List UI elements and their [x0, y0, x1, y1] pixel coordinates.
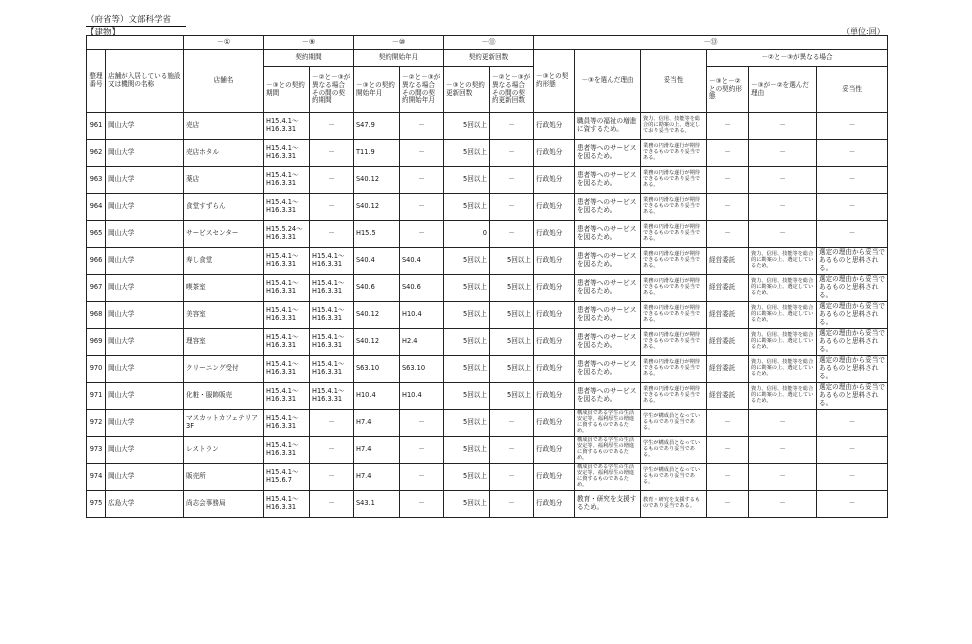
group-header-13b: －②と－③が異なる場合 [707, 50, 888, 67]
row-form-cell: 行政処分 [534, 113, 575, 140]
group-header-13: －⑬ [534, 36, 888, 50]
row-renewals-cell: 5回以上 [444, 275, 490, 302]
row-renewals23-cell: － [490, 113, 534, 140]
row-reason-cell: 構成員である学生の生活安定等、福利厚生の増進に資するものであるため。 [575, 437, 641, 464]
row-validity-cell: 業務の円滑な遂行が期待できるものであり妥当である。 [641, 248, 707, 275]
table-row [87, 410, 888, 437]
row-period23-cell: － [310, 410, 354, 437]
row-form23-cell: － [707, 437, 749, 464]
table-row [87, 221, 888, 248]
row-store-cell: 美容室 [184, 302, 264, 329]
row-reason-cell: 患者等へのサービスを図るため。 [575, 221, 641, 248]
row-validity23-cell: 選定の理由から妥当であるものと思料される。 [817, 329, 888, 356]
row-start23-cell: － [400, 221, 444, 248]
row-reason23-cell: 資力、信用、技能等を総合的に勘案の上、選定しているため。 [749, 248, 817, 275]
row-period23-cell: H15.4.1～H16.3.31 [310, 356, 354, 383]
row-store-cell: 販売所 [184, 464, 264, 491]
row-form23-cell: － [707, 113, 749, 140]
row-no-cell: 968 [87, 302, 106, 329]
row-institution-cell: 岡山大学 [106, 113, 184, 140]
row-start23-cell: H10.4 [400, 302, 444, 329]
row-institution-cell: 岡山大学 [106, 194, 184, 221]
row-renewals23-cell: － [490, 194, 534, 221]
row-renewals-cell: 5回以上 [444, 356, 490, 383]
row-period23-cell: － [310, 464, 354, 491]
row-reason23-cell: － [749, 113, 817, 140]
row-validity23-cell: 選定の理由から妥当であるものと思料される。 [817, 302, 888, 329]
subgroup-contract-period: 契約期間 [264, 50, 354, 67]
row-renewals-cell: 5回以上 [444, 113, 490, 140]
col-header-renew3: －③との契約更新回数 [444, 67, 490, 113]
row-validity-cell: 教育・研究を支援するものであり妥当である。 [641, 491, 707, 518]
row-reason23-cell: 資力、信用、技能等を総合的に勘案の上、選定しているため。 [749, 275, 817, 302]
row-no-cell: 965 [87, 221, 106, 248]
row-period23-cell: － [310, 113, 354, 140]
row-reason-cell: 構成員である学生の生活安定等、福利厚生の増進に資するものであるため。 [575, 410, 641, 437]
row-start-cell: S40.12 [354, 302, 400, 329]
row-store-cell: 売店ホタル [184, 140, 264, 167]
row-form-cell: 行政処分 [534, 437, 575, 464]
row-form-cell: 行政処分 [534, 302, 575, 329]
row-form23-cell: － [707, 491, 749, 518]
row-form-cell: 行政処分 [534, 248, 575, 275]
row-renewals-cell: 5回以上 [444, 329, 490, 356]
group-header-11: －⑪ [444, 36, 534, 50]
row-start-cell: T11.9 [354, 140, 400, 167]
row-renewals-cell: 5回以上 [444, 491, 490, 518]
row-renewals23-cell: － [490, 464, 534, 491]
row-form23-cell: － [707, 140, 749, 167]
row-form23-cell: － [707, 410, 749, 437]
row-reason23-cell: 資力、信用、技能等を総合的に勘案の上、選定しているため。 [749, 356, 817, 383]
row-institution-cell: 広島大学 [106, 491, 184, 518]
col-header-reason: －③を選んだ理由 [575, 50, 641, 113]
row-reason-cell: 患者等へのサービスを図るため。 [575, 194, 641, 221]
group-header-9: －⑨ [264, 36, 354, 50]
row-institution-cell: 岡山大学 [106, 464, 184, 491]
row-period23-cell: － [310, 194, 354, 221]
row-renewals-cell: 5回以上 [444, 194, 490, 221]
table-head [87, 36, 888, 113]
row-period-cell: H15.4.1～H16.3.31 [264, 248, 310, 275]
row-period-cell: H15.4.1～H15.6.7 [264, 464, 310, 491]
table-row [87, 383, 888, 410]
agency-header [86, 13, 171, 25]
row-reason23-cell: － [749, 437, 817, 464]
row-start-cell: H10.4 [354, 383, 400, 410]
row-renewals-cell: 5回以上 [444, 410, 490, 437]
row-start23-cell: S40.6 [400, 275, 444, 302]
row-form-cell: 行政処分 [534, 410, 575, 437]
row-start-cell: S47.9 [354, 113, 400, 140]
row-start-cell: H7.4 [354, 437, 400, 464]
col-header-renew23: －②と－③が異なる場合その間の契約更新回数 [490, 67, 534, 113]
table-row [87, 113, 888, 140]
row-no-cell: 962 [87, 140, 106, 167]
contract-table [86, 35, 888, 518]
col-header-start23: －②と－③が異なる場合その間の契約開始年月 [400, 67, 444, 113]
row-validity23-cell: 選定の理由から妥当であるものと思料される。 [817, 383, 888, 410]
row-validity-cell: 業務の円滑な遂行が期待できるものであり妥当である。 [641, 356, 707, 383]
row-store-cell: クリーニング受付 [184, 356, 264, 383]
row-renewals-cell: 5回以上 [444, 302, 490, 329]
col-header-period3: －③との契約期間 [264, 67, 310, 113]
row-validity23-cell: 選定の理由から妥当であるものと思料される。 [817, 275, 888, 302]
table-row [87, 140, 888, 167]
section-label: 【建物】 [86, 28, 121, 38]
row-period-cell: H15.4.1～H16.3.31 [264, 275, 310, 302]
row-form23-cell: － [707, 167, 749, 194]
row-validity-cell: 業務の円滑な遂行が期待できるものであり妥当である。 [641, 140, 707, 167]
row-period23-cell: H15.4.1～H16.3.31 [310, 329, 354, 356]
row-renewals-cell: 5回以上 [444, 167, 490, 194]
row-reason-cell: 患者等へのサービスを図るため。 [575, 356, 641, 383]
row-renewals-cell: 0 [444, 221, 490, 248]
row-period-cell: H15.5.24～H16.3.31 [264, 221, 310, 248]
row-period-cell: H15.4.1～H16.3.31 [264, 491, 310, 518]
row-period23-cell: H15.4.1～H16.3.31 [310, 383, 354, 410]
row-form-cell: 行政処分 [534, 140, 575, 167]
row-validity-cell: 学生が構成員となっているものであり妥当である。 [641, 437, 707, 464]
row-period23-cell: － [310, 437, 354, 464]
row-renewals23-cell: 5回以上 [490, 275, 534, 302]
row-form-cell: 行政処分 [534, 383, 575, 410]
row-store-cell: 薬店 [184, 167, 264, 194]
row-validity-cell: 業務の円滑な遂行が期待できるものであり妥当である。 [641, 302, 707, 329]
row-store-cell: 食堂すずらん [184, 194, 264, 221]
row-period-cell: H15.4.1～H16.3.31 [264, 356, 310, 383]
row-no-cell: 970 [87, 356, 106, 383]
row-form23-cell: 経営委託 [707, 356, 749, 383]
table-row [87, 437, 888, 464]
row-validity-cell: 業務の円滑な遂行が期待できるものであり妥当である。 [641, 383, 707, 410]
col-header-no: 整理番号 [87, 50, 106, 113]
table-body [87, 113, 888, 518]
row-validity-cell: 資力、信用、技能等を総合的に勘案の上、選定しており妥当である。 [641, 113, 707, 140]
row-validity23-cell: 選定の理由から妥当であるものと思料される。 [817, 356, 888, 383]
row-no-cell: 969 [87, 329, 106, 356]
row-start23-cell: － [400, 491, 444, 518]
subgroup-contract-start: 契約開始年月 [354, 50, 444, 67]
row-period23-cell: H15.4.1～H16.3.31 [310, 248, 354, 275]
row-form23-cell: － [707, 221, 749, 248]
table-row [87, 248, 888, 275]
row-reason23-cell: － [749, 194, 817, 221]
row-reason23-cell: － [749, 464, 817, 491]
row-validity-cell: 学生が構成員となっているものであり妥当である。 [641, 464, 707, 491]
row-start-cell: S40.6 [354, 275, 400, 302]
row-form23-cell: 経営委託 [707, 275, 749, 302]
row-validity23-cell: － [817, 410, 888, 437]
row-start-cell: S40.12 [354, 167, 400, 194]
blank-header-cell [87, 36, 184, 50]
group-header-1: －① [184, 36, 264, 50]
table-row [87, 167, 888, 194]
row-renewals23-cell: 5回以上 [490, 383, 534, 410]
row-no-cell: 975 [87, 491, 106, 518]
row-form23-cell: 経営委託 [707, 248, 749, 275]
row-period-cell: H15.4.1～H16.3.31 [264, 437, 310, 464]
row-reason23-cell: 資力、信用、技能等を総合的に勘案の上、選定しているため。 [749, 329, 817, 356]
row-form23-cell: 経営委託 [707, 329, 749, 356]
row-form23-cell: 経営委託 [707, 302, 749, 329]
row-reason23-cell: 資力、信用、技能等を総合的に勘案の上、選定しているため。 [749, 302, 817, 329]
row-period23-cell: － [310, 221, 354, 248]
col-header-period23: －②と－③が異なる場合その間の契約期間 [310, 67, 354, 113]
row-reason-cell: 患者等へのサービスを図るため。 [575, 275, 641, 302]
table-row [87, 302, 888, 329]
table-row [87, 464, 888, 491]
row-validity-cell: 業務の円滑な遂行が期待できるものであり妥当である。 [641, 329, 707, 356]
row-reason-cell: 患者等へのサービスを図るため。 [575, 140, 641, 167]
row-store-cell: レストラン [184, 437, 264, 464]
row-period23-cell: H15.4.1～H16.3.31 [310, 275, 354, 302]
row-renewals23-cell: 5回以上 [490, 356, 534, 383]
row-validity23-cell: － [817, 140, 888, 167]
row-validity-cell: 業務の円滑な遂行が期待できるものであり妥当である。 [641, 275, 707, 302]
row-period-cell: H15.4.1～H16.3.31 [264, 140, 310, 167]
row-period-cell: H15.4.1～H16.3.31 [264, 113, 310, 140]
row-institution-cell: 岡山大学 [106, 275, 184, 302]
row-store-cell: 喫茶室 [184, 275, 264, 302]
row-form-cell: 行政処分 [534, 167, 575, 194]
row-institution-cell: 岡山大学 [106, 383, 184, 410]
row-institution-cell: 岡山大学 [106, 356, 184, 383]
row-reason-cell: 患者等へのサービスを図るため。 [575, 329, 641, 356]
subgroup-renewals: 契約更新回数 [444, 50, 534, 67]
row-institution-cell: 岡山大学 [106, 410, 184, 437]
row-validity-cell: 業務の円滑な遂行が期待できるものであり妥当である。 [641, 221, 707, 248]
row-period-cell: H15.4.1～H16.3.31 [264, 383, 310, 410]
row-renewals-cell: 5回以上 [444, 140, 490, 167]
row-renewals-cell: 5回以上 [444, 437, 490, 464]
row-reason-cell: 職員等の福祉の増進に資するため。 [575, 113, 641, 140]
unit-label: （単位:回） [842, 27, 885, 36]
row-validity23-cell: － [817, 464, 888, 491]
row-form-cell: 行政処分 [534, 329, 575, 356]
row-start-cell: S40.4 [354, 248, 400, 275]
row-start-cell: S40.12 [354, 194, 400, 221]
row-store-cell: 売店 [184, 113, 264, 140]
row-renewals23-cell: － [490, 491, 534, 518]
table-row [87, 491, 888, 518]
row-validity23-cell: － [817, 491, 888, 518]
col-header-validity23: 妥当性 [817, 67, 888, 113]
row-form-cell: 行政処分 [534, 464, 575, 491]
row-reason23-cell: － [749, 221, 817, 248]
row-store-cell: 尚志会事務局 [184, 491, 264, 518]
row-start23-cell: S63.10 [400, 356, 444, 383]
row-no-cell: 974 [87, 464, 106, 491]
row-period-cell: H15.4.1～H16.3.31 [264, 410, 310, 437]
row-period-cell: H15.4.1～H16.3.31 [264, 194, 310, 221]
row-start-cell: H7.4 [354, 464, 400, 491]
table-row [87, 329, 888, 356]
row-reason-cell: 患者等へのサービスを図るため。 [575, 302, 641, 329]
row-reason23-cell: 資力、信用、技能等を総合的に勘案の上、選定しているため。 [749, 383, 817, 410]
row-start23-cell: H10.4 [400, 383, 444, 410]
row-period23-cell: － [310, 491, 354, 518]
row-store-cell: 化粧・服飾販売 [184, 383, 264, 410]
row-validity23-cell: － [817, 194, 888, 221]
row-validity23-cell: － [817, 167, 888, 194]
row-renewals23-cell: 5回以上 [490, 302, 534, 329]
row-form-cell: 行政処分 [534, 275, 575, 302]
row-validity23-cell: － [817, 437, 888, 464]
row-store-cell: マスカットカフェテリア3F [184, 410, 264, 437]
col-header-store: 店舗名 [184, 50, 264, 113]
row-institution-cell: 岡山大学 [106, 329, 184, 356]
row-renewals23-cell: － [490, 221, 534, 248]
row-store-cell: 寿し食堂 [184, 248, 264, 275]
table-row [87, 356, 888, 383]
row-reason-cell: 教育・研究を支援するため。 [575, 491, 641, 518]
row-start23-cell: － [400, 437, 444, 464]
row-renewals-cell: 5回以上 [444, 248, 490, 275]
group-header-10: －⑩ [354, 36, 444, 50]
row-form-cell: 行政処分 [534, 194, 575, 221]
row-reason-cell: 患者等へのサービスを図るため。 [575, 383, 641, 410]
table-row [87, 194, 888, 221]
col-header-form23: －③と－②との契約形態 [707, 67, 749, 113]
row-renewals23-cell: 5回以上 [490, 329, 534, 356]
agency-label: （府省等）文部科学省 [86, 15, 172, 25]
row-store-cell: サービスセンター [184, 221, 264, 248]
row-period23-cell: － [310, 140, 354, 167]
col-header-form: －③との契約形態 [534, 50, 575, 113]
row-validity-cell: 業務の円滑な遂行が期待できるものであり妥当である。 [641, 167, 707, 194]
row-no-cell: 973 [87, 437, 106, 464]
row-renewals-cell: 5回以上 [444, 464, 490, 491]
row-no-cell: 971 [87, 383, 106, 410]
row-renewals23-cell: － [490, 167, 534, 194]
row-institution-cell: 岡山大学 [106, 221, 184, 248]
row-no-cell: 967 [87, 275, 106, 302]
row-period-cell: H15.4.1～H16.3.31 [264, 167, 310, 194]
row-start23-cell: － [400, 410, 444, 437]
row-start-cell: S63.10 [354, 356, 400, 383]
row-start23-cell: － [400, 167, 444, 194]
row-period23-cell: － [310, 167, 354, 194]
row-no-cell: 963 [87, 167, 106, 194]
row-validity23-cell: － [817, 113, 888, 140]
row-start-cell: S43.1 [354, 491, 400, 518]
row-validity-cell: 学生が構成員となっているものであり妥当である。 [641, 410, 707, 437]
row-store-cell: 理容室 [184, 329, 264, 356]
row-no-cell: 966 [87, 248, 106, 275]
row-start23-cell: － [400, 194, 444, 221]
row-form23-cell: － [707, 194, 749, 221]
row-start-cell: S40.12 [354, 329, 400, 356]
col-header-validity: 妥当性 [641, 50, 707, 113]
row-institution-cell: 岡山大学 [106, 248, 184, 275]
row-renewals-cell: 5回以上 [444, 383, 490, 410]
row-validity23-cell: 選定の理由から妥当であるものと思料される。 [817, 248, 888, 275]
row-start23-cell: － [400, 140, 444, 167]
row-no-cell: 972 [87, 410, 106, 437]
row-reason23-cell: － [749, 491, 817, 518]
row-reason23-cell: － [749, 167, 817, 194]
row-start23-cell: － [400, 464, 444, 491]
row-validity23-cell: － [817, 221, 888, 248]
row-reason-cell: 患者等へのサービスを図るため。 [575, 167, 641, 194]
row-reason-cell: 構成員である学生の生活安定等、福利厚生の増進に資するものであるため。 [575, 464, 641, 491]
row-start-cell: H7.4 [354, 410, 400, 437]
row-institution-cell: 岡山大学 [106, 437, 184, 464]
row-period-cell: H15.4.1～H16.3.31 [264, 329, 310, 356]
col-header-start3: －③との契約開始年月 [354, 67, 400, 113]
row-institution-cell: 岡山大学 [106, 140, 184, 167]
col-header-institution: 店舗が入居している施設又は機関の名称 [106, 50, 184, 113]
row-period23-cell: H15.4.1～H16.3.31 [310, 302, 354, 329]
row-form23-cell: － [707, 464, 749, 491]
row-renewals23-cell: － [490, 410, 534, 437]
row-renewals23-cell: － [490, 437, 534, 464]
row-institution-cell: 岡山大学 [106, 167, 184, 194]
row-form23-cell: 経営委託 [707, 383, 749, 410]
row-start23-cell: S40.4 [400, 248, 444, 275]
row-period-cell: H15.4.1～H16.3.31 [264, 302, 310, 329]
row-renewals23-cell: 5回以上 [490, 248, 534, 275]
row-form-cell: 行政処分 [534, 356, 575, 383]
row-form-cell: 行政処分 [534, 491, 575, 518]
row-start-cell: H15.5 [354, 221, 400, 248]
row-reason23-cell: － [749, 140, 817, 167]
row-start23-cell: － [400, 113, 444, 140]
row-no-cell: 961 [87, 113, 106, 140]
row-renewals23-cell: － [490, 140, 534, 167]
row-start23-cell: H2.4 [400, 329, 444, 356]
row-no-cell: 964 [87, 194, 106, 221]
table-row [87, 275, 888, 302]
row-reason23-cell: － [749, 410, 817, 437]
col-header-reason23: －③が－②を選んだ理由 [749, 67, 817, 113]
row-form-cell: 行政処分 [534, 221, 575, 248]
row-institution-cell: 岡山大学 [106, 302, 184, 329]
row-reason-cell: 患者等へのサービスを図るため。 [575, 248, 641, 275]
row-validity-cell: 業務の円滑な遂行が期待できるものであり妥当である。 [641, 194, 707, 221]
